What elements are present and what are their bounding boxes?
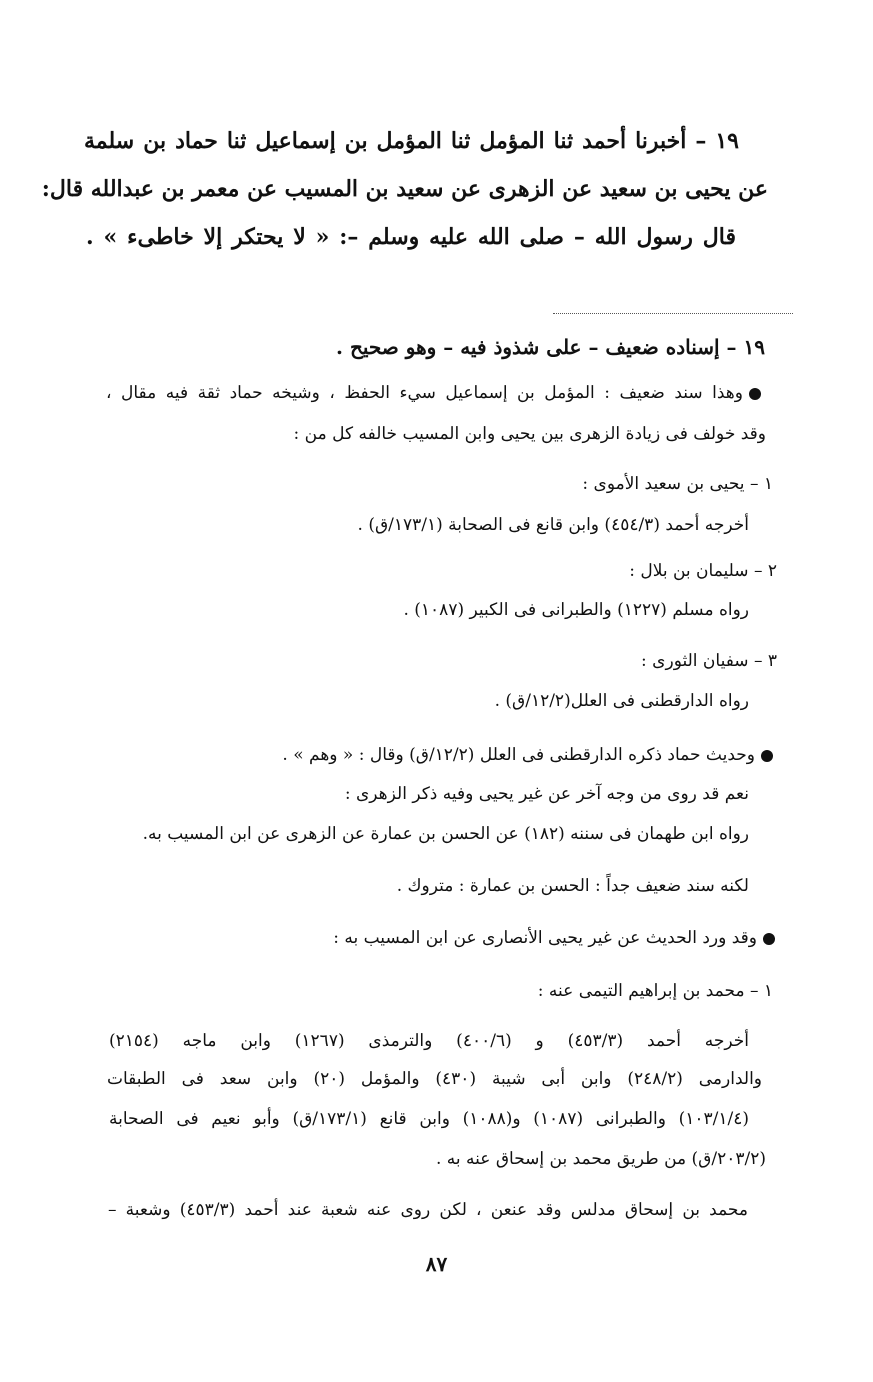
paragraph-2-line-3: رواه ابن طهمان فى سننه (١٨٢) عن الحسن بن عمارة عن الزهرى عن ابن المسيب به. xyxy=(142,824,749,844)
paragraph-4-line-1: أخرجه أحمد (٤٥٣/٣) و (٤٠٠/٦) والترمذى (١٢٦٧) وابن ماجه (٢١٥٤) xyxy=(109,1031,749,1051)
hadith-line-2: عن يحيى بن سعيد عن الزهرى عن سعيد بن المسيب عن معمر بن عبدالله قال: xyxy=(41,176,768,202)
hadith-line-1: ١٩ – أخبرنا أحمد ثنا المؤمل ثنا المؤمل بن إسماعيل ثنا حماد بن سلمة xyxy=(84,128,739,154)
bullet-icon xyxy=(761,750,773,762)
paragraph-3-line-1 xyxy=(333,928,775,948)
list-item-1-text: أخرجه أحمد (٤٥٤/٣) وابن قانع فى الصحابة (١٧٣/١/ق) . xyxy=(357,515,749,535)
list-item-2-title: ٢ – سليمان بن بلال : xyxy=(629,561,777,581)
bullet-icon xyxy=(763,933,775,945)
paragraph-1-line-1-text: وهذا سند ضعيف : المؤمل بن إسماعيل سيء الحفظ ، وشيخه حماد ثقة فيه مقال ، xyxy=(106,383,743,403)
list-item-1-title: ١ – يحيى بن سعيد الأموى : xyxy=(582,474,773,494)
paragraph-4-line-3: (١٠٣/١/٤) والطبرانى (١٠٨٧) و(١٠٨٨) وابن قانع (١٧٣/١/ق) وأبو نعيم فى الصحابة xyxy=(109,1109,749,1129)
bullet-icon xyxy=(749,388,761,400)
list-item-4-title: ١ – محمد بن إبراهيم التيمى عنه : xyxy=(537,981,773,1001)
paragraph-5-line-1: محمد بن إسحاق مدلس وقد عنعن ، لكن روى عنه شعبة عند أحمد (٤٥٣/٣) وشعبة – xyxy=(108,1200,749,1220)
paragraph-1-line-1 xyxy=(106,383,761,403)
list-item-2-text: رواه مسلم (١٢٢٧) والطبرانى فى الكبير (١٠٨٧) . xyxy=(403,600,749,620)
paragraph-2-line-2: نعم قد روى من وجه آخر عن غير يحيى وفيه ذكر الزهرى : xyxy=(344,784,749,804)
paragraph-4-line-4: (٢٠٣/٢/ق) من طريق محمد بن إسحاق عنه به . xyxy=(435,1149,766,1169)
paragraph-2-line-1-text: وحديث حماد ذكره الدارقطنى فى العلل (١٢/٢/ق) وقال : « وهم » . xyxy=(282,745,755,765)
paragraph-2-line-4: لكنه سند ضعيف جداً : الحسن بن عمارة : متروك . xyxy=(396,876,749,896)
dotted-separator xyxy=(553,313,793,314)
paragraph-3-line-1-text: وقد ورد الحديث عن غير يحيى الأنصارى عن ابن المسيب به : xyxy=(333,928,757,948)
list-item-3-text: رواه الدارقطنى فى العلل(١٢/٢/ق) . xyxy=(494,691,749,711)
paragraph-4-line-2: والدارمى (٢٤٨/٢) وابن أبى شيبة (٤٣٠) والمؤمل (٢٠) وابن سعد فى الطبقات xyxy=(107,1069,762,1089)
commentary-heading: ١٩ – إسناده ضعيف – على شذوذ فيه – وهو صحيح . xyxy=(336,335,765,359)
hadith-line-3: قال رسول الله – صلى الله عليه وسلم –: « لا يحتكر إلا خاطىء » . xyxy=(86,224,736,250)
paragraph-1-line-2: وقد خولف فى زيادة الزهرى بين يحيى وابن المسيب خالفه كل من : xyxy=(293,424,766,444)
paragraph-2-line-1 xyxy=(282,745,773,765)
page-number: ٨٧ xyxy=(425,1252,448,1276)
list-item-3-title: ٣ – سفيان الثورى : xyxy=(641,651,777,671)
